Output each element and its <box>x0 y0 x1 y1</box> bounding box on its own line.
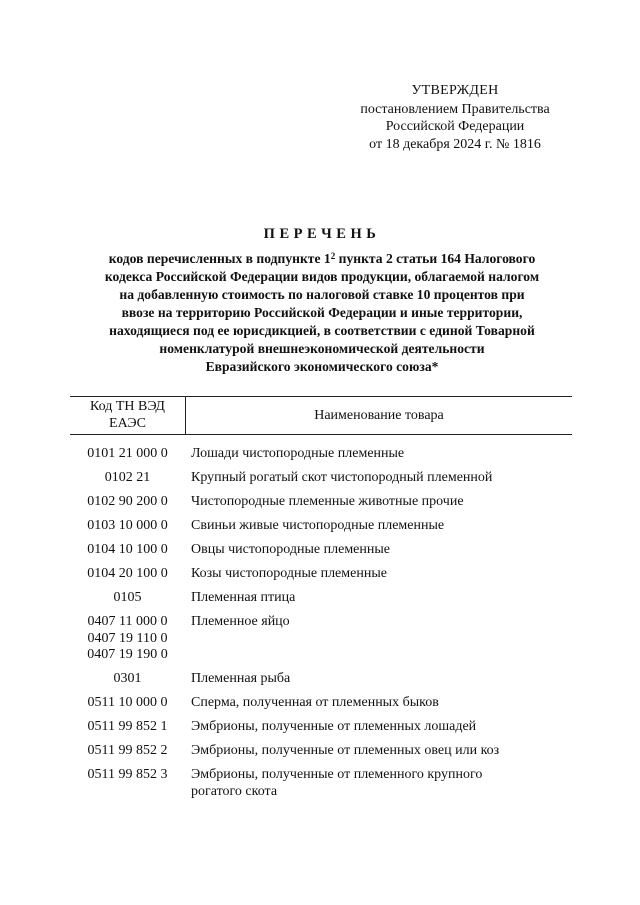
row-name <box>185 671 572 688</box>
code-value: 0407 11 000 0 <box>87 614 168 629</box>
code-value: 0407 19 190 0 <box>87 647 168 662</box>
subtitle-line-1-start: кодов перечисленных в подпункте 1 <box>108 251 331 266</box>
approval-line-3: от 18 декабря 2024 г. № 1816 <box>369 136 541 152</box>
name-line: Племенная рыба <box>191 671 291 686</box>
code-value: 0511 99 852 2 <box>87 743 168 758</box>
name-line: Лошади чистопородные племенные <box>191 446 405 461</box>
code-value: 0407 19 110 0 <box>87 630 168 646</box>
subtitle-line-7: Евразийского экономического союза* <box>205 359 439 374</box>
row-code <box>70 518 185 535</box>
row-name <box>185 470 572 487</box>
table-row <box>70 767 572 800</box>
header-name: Наименование товара <box>314 407 444 423</box>
row-code <box>70 566 185 583</box>
subtitle-line-6: номенклатурой внешнеэкономической деятельности <box>159 341 485 356</box>
header-code-line-2: ЕАЭС <box>109 416 146 431</box>
row-code <box>70 494 185 511</box>
row-name <box>185 590 572 607</box>
name-line: Племенная птица <box>191 590 296 605</box>
row-name <box>185 542 572 559</box>
code-value: 0102 90 200 0 <box>87 494 168 509</box>
code-value: 0105 <box>113 590 142 605</box>
row-name <box>185 518 572 535</box>
document-heading <box>62 226 582 376</box>
subtitle-line-4: ввозе на территорию Российской Федерации и иные территории, <box>121 305 523 320</box>
table-row <box>70 542 572 559</box>
table-row <box>70 494 572 511</box>
row-code <box>70 743 185 760</box>
table-row <box>70 470 572 487</box>
row-name <box>185 719 572 736</box>
name-line: Эмбрионы, полученные от племенных овец или коз <box>191 743 500 758</box>
table-header <box>70 396 572 435</box>
row-name <box>185 767 572 800</box>
subtitle-line-2: кодекса Российской Федерации видов продукции, облагаемой налогом <box>104 269 540 284</box>
table-row <box>70 614 572 664</box>
code-value: 0102 21 <box>104 470 151 485</box>
row-name <box>185 614 572 664</box>
name-line: рогатого скота <box>191 783 278 799</box>
document-title: ПЕРЕЧЕНЬ <box>263 226 381 242</box>
code-value: 0104 10 100 0 <box>87 542 168 557</box>
header-code <box>70 397 186 434</box>
code-value: 0101 21 000 0 <box>87 446 168 461</box>
name-line: Козы чистопородные племенные <box>191 566 387 581</box>
approval-line-2: Российской Федерации <box>385 119 525 134</box>
subtitle-line-5: находящиеся под ее юрисдикцией, в соответствии с единой Товарной <box>109 323 535 338</box>
table-row <box>70 590 572 607</box>
name-line: Племенное яйцо <box>191 614 290 629</box>
code-value: 0301 <box>113 671 142 686</box>
code-value: 0511 10 000 0 <box>87 695 168 710</box>
code-value: 0103 10 000 0 <box>87 518 168 533</box>
subtitle-line-1 <box>62 250 582 268</box>
name-line: Крупный рогатый скот чистопородный племенной <box>191 470 493 485</box>
row-name <box>185 695 572 712</box>
code-value: 0511 99 852 3 <box>87 767 168 782</box>
row-code <box>70 590 185 607</box>
table-row <box>70 719 572 736</box>
document-subtitle <box>62 250 582 376</box>
codes-table <box>70 396 572 808</box>
subtitle-line-1-end: пункта 2 статьи 164 Налогового <box>335 251 536 266</box>
header-code-line-1: Код ТН ВЭД <box>90 399 165 414</box>
row-code <box>70 767 185 800</box>
table-row <box>70 743 572 760</box>
code-value: 0104 20 100 0 <box>87 566 168 581</box>
table-row <box>70 446 572 463</box>
row-code <box>70 542 185 559</box>
row-code <box>70 470 185 487</box>
approval-block <box>330 82 580 153</box>
name-line: Эмбрионы, полученные от племенных лошадей <box>191 719 477 734</box>
table-row <box>70 566 572 583</box>
row-code <box>70 695 185 712</box>
subtitle-superscript: 2 <box>330 251 336 261</box>
approval-title: УТВЕРЖДЕН <box>411 83 499 98</box>
approval-line-1: постановлением Правительства <box>360 101 550 117</box>
row-code <box>70 614 185 664</box>
row-name <box>185 566 572 583</box>
row-code <box>70 719 185 736</box>
row-name <box>185 743 572 760</box>
name-line: Чистопородные племенные животные прочие <box>191 494 464 509</box>
name-line: Овцы чистопородные племенные <box>191 542 390 557</box>
row-name <box>185 494 572 511</box>
row-code <box>70 446 185 463</box>
row-name <box>185 446 572 463</box>
table-row <box>70 695 572 712</box>
name-line: Эмбрионы, полученные от племенного крупного <box>191 767 483 782</box>
table-row <box>70 671 572 688</box>
table-body <box>70 435 572 800</box>
name-line: Сперма, полученная от племенных быков <box>191 695 439 710</box>
subtitle-line-3: на добавленную стоимость по налоговой ставке 10 процентов при <box>119 287 525 302</box>
code-value: 0511 99 852 1 <box>87 719 168 734</box>
row-code <box>70 671 185 688</box>
name-line: Свиньи живые чистопородные племенные <box>191 518 445 533</box>
table-row <box>70 518 572 535</box>
